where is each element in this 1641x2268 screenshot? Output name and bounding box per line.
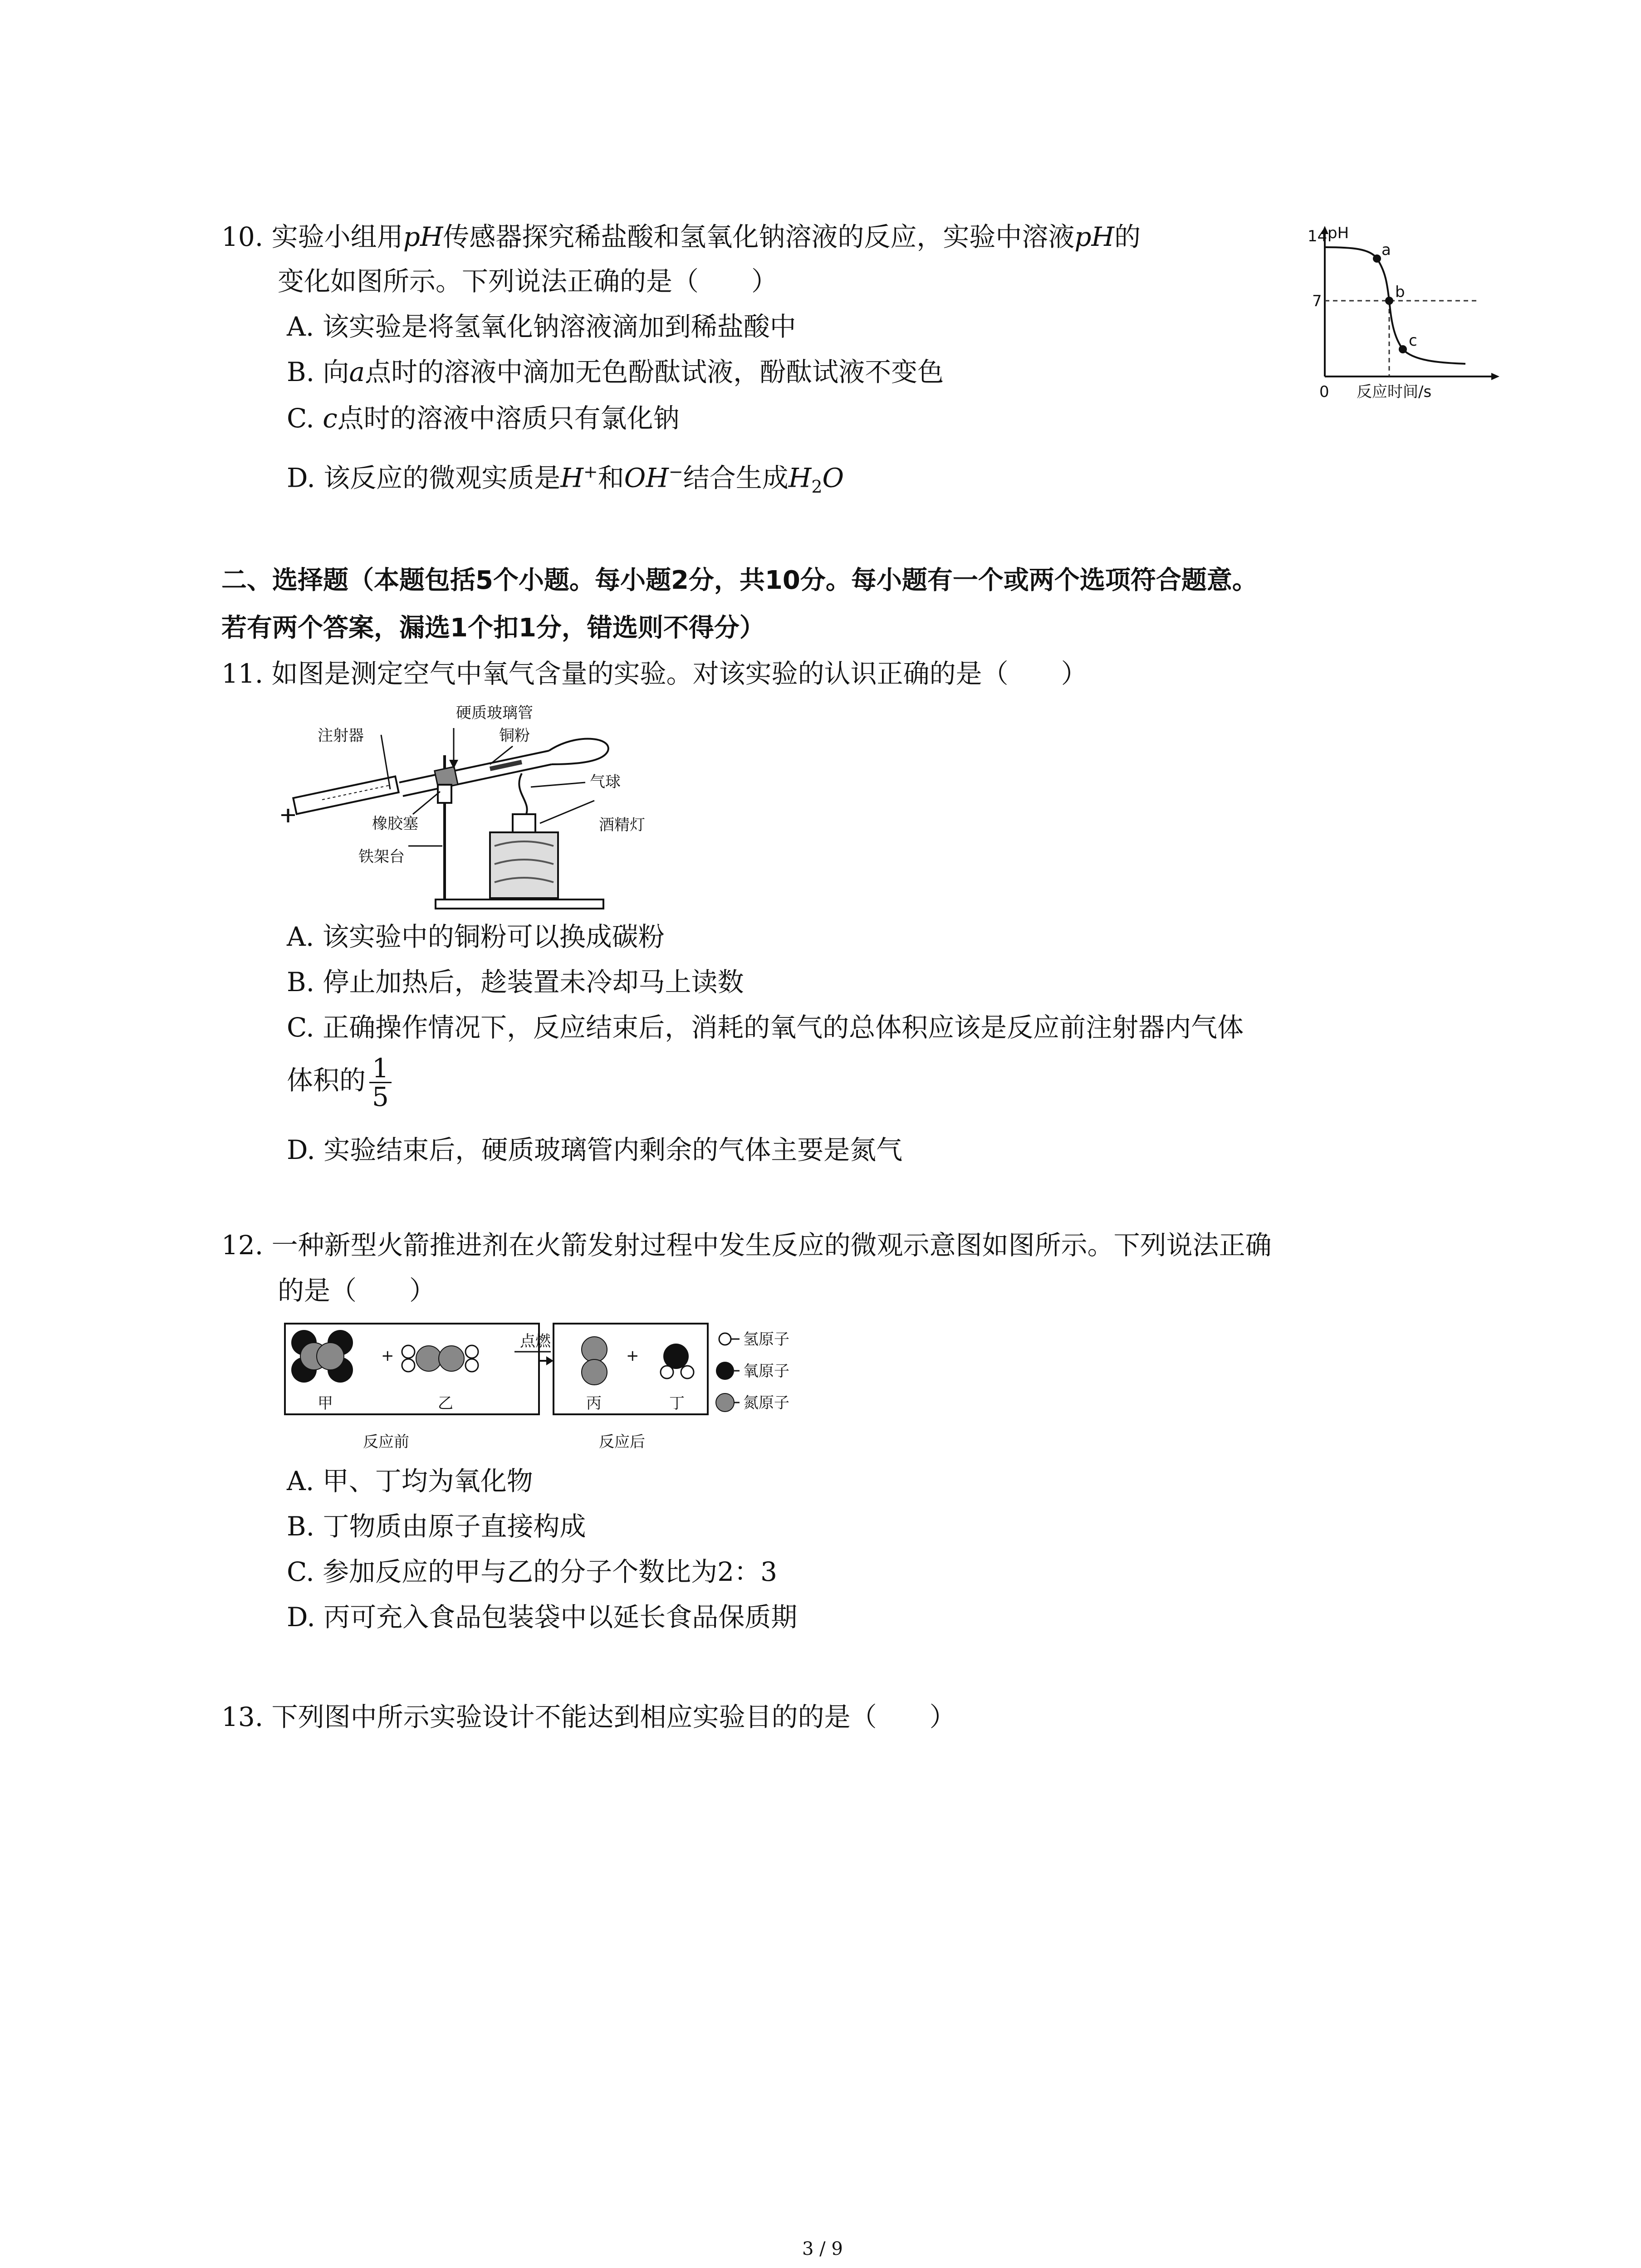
- glass-tube: [399, 751, 552, 796]
- label-yi: 乙: [438, 1394, 453, 1413]
- legend-nitrogen-marker: [716, 1393, 734, 1412]
- label-ding: 丁: [669, 1394, 685, 1413]
- q12-option-d: D. 丙可充入食品包装袋中以延长食品保质期: [287, 1602, 798, 1633]
- label-rubber-stopper: 橡胶塞: [372, 815, 418, 833]
- q12-stem-line2: 的是（ ）: [278, 1275, 436, 1306]
- arrow-label-ignite: 点燃: [520, 1332, 551, 1350]
- legend-oxygen-marker: [716, 1362, 734, 1380]
- legend-nitrogen: 氮原子: [743, 1394, 789, 1412]
- q13-stem: 13. 下列图中所示实验设计不能达到相应实验目的的是（ ）: [221, 1701, 956, 1732]
- legend-oxygen: 氧原子: [743, 1362, 789, 1380]
- label-bing: 丙: [586, 1394, 602, 1413]
- q11-option-a: A. 该实验中的铜粉可以换成碳粉: [287, 921, 665, 952]
- q11-option-c-line2: 体积的 $\frac{1}{5}$: [287, 1055, 392, 1110]
- label-alcohol-lamp: 酒精灯: [599, 816, 645, 834]
- point-a: [1373, 254, 1381, 263]
- label-b: b: [1395, 283, 1405, 301]
- q10-stem-line2: 变化如图所示。下列说法正确的是（ ）: [278, 266, 778, 297]
- section2-heading-line2: 若有两个答案，漏选1个扣1分，错选则不得分）: [221, 613, 765, 643]
- y-axis-label: pH: [1327, 224, 1349, 242]
- point-b: [1385, 297, 1393, 305]
- plus-right: +: [626, 1347, 639, 1365]
- q10-option-a: A. 该实验是将氢氧化钠溶液滴加到稀盐酸中: [287, 311, 796, 342]
- x-axis-label: 反应时间/s: [1357, 383, 1432, 401]
- molecule-bing: [582, 1337, 607, 1385]
- clamp: [438, 785, 451, 803]
- tick-7: 7: [1312, 292, 1322, 310]
- balloon: [549, 739, 608, 764]
- molecule-ding: [661, 1344, 694, 1378]
- fraction-one-fifth: $\frac{1}{5}$: [369, 1055, 392, 1110]
- q11-apparatus-figure: [277, 701, 685, 914]
- point-c: [1399, 345, 1407, 353]
- legend-hydrogen: 氢原子: [743, 1330, 789, 1349]
- q10-option-c: C. c点时的溶液中溶质只有氯化钠: [287, 403, 680, 434]
- label-a: a: [1381, 241, 1391, 259]
- q11-option-d: D. 实验结束后，硬质玻璃管内剩余的气体主要是氮气: [287, 1134, 903, 1165]
- label-balloon: 气球: [590, 773, 621, 791]
- label-glass-tube: 硬质玻璃管: [456, 704, 533, 722]
- origin-label: 0: [1319, 383, 1329, 401]
- alcohol-lamp: [490, 773, 558, 898]
- q11-option-b: B. 停止加热后，趁装置未冷却马上读数: [287, 967, 744, 997]
- section2-heading-line1: 二、选择题（本题包括5个小题。每小题2分，共10分。每小题有一个或两个选项符合题意。: [221, 566, 1258, 595]
- caption-after: 反应后: [599, 1433, 645, 1451]
- q12-option-c: C. 参加反应的甲与乙的分子个数比为2：3: [287, 1556, 777, 1587]
- label-copper-powder: 铜粉: [499, 727, 530, 745]
- stand-base: [436, 899, 603, 909]
- q10-option-d: D. 该反应的微观实质是H+和OH−结合生成$H_2O$: [287, 462, 844, 497]
- label-c: c: [1409, 332, 1417, 350]
- label-iron-stand: 铁架台: [358, 848, 405, 866]
- q12-option-b: B. 丁物质由原子直接构成: [287, 1511, 586, 1542]
- q11-option-c: C. 正确操作情况下，反应结束后，消耗的氧气的总体积应该是反应前注射器内气体: [287, 1012, 1244, 1043]
- molecule-jia: [291, 1330, 353, 1383]
- q10-ph-graph: [1284, 213, 1511, 408]
- label-jia: 甲: [318, 1394, 333, 1413]
- legend: [716, 1330, 789, 1412]
- label-syringe: 注射器: [318, 727, 364, 745]
- q10-option-b: B. 向a点时的溶液中滴加无色酚酞试液，酚酞试液不变色: [287, 357, 944, 387]
- caption-before: 反应前: [363, 1433, 409, 1451]
- page-number: 3 / 9: [802, 2239, 843, 2259]
- q12-stem-line1: 12. 一种新型火箭推进剂在火箭发射过程中发生反应的微观示意图如图所示。下列说法正确: [221, 1230, 1272, 1261]
- ph-curve: [1325, 247, 1465, 364]
- q11-stem: 11. 如图是测定空气中氧气含量的实验。对该实验的认识正确的是（ ）: [221, 658, 1087, 689]
- q12-reaction-diagram: [281, 1315, 826, 1465]
- legend-hydrogen-marker: [719, 1333, 731, 1345]
- q10-stem-line1: 10. 实验小组用pH传感器探究稀盐酸和氢氧化钠溶液的反应，实验中溶液pH的: [221, 221, 1141, 252]
- molecule-yi: [402, 1345, 478, 1372]
- plus-left: +: [381, 1347, 394, 1365]
- tick-14: 14: [1308, 227, 1327, 245]
- q12-option-a: A. 甲、丁均为氧化物: [287, 1466, 533, 1496]
